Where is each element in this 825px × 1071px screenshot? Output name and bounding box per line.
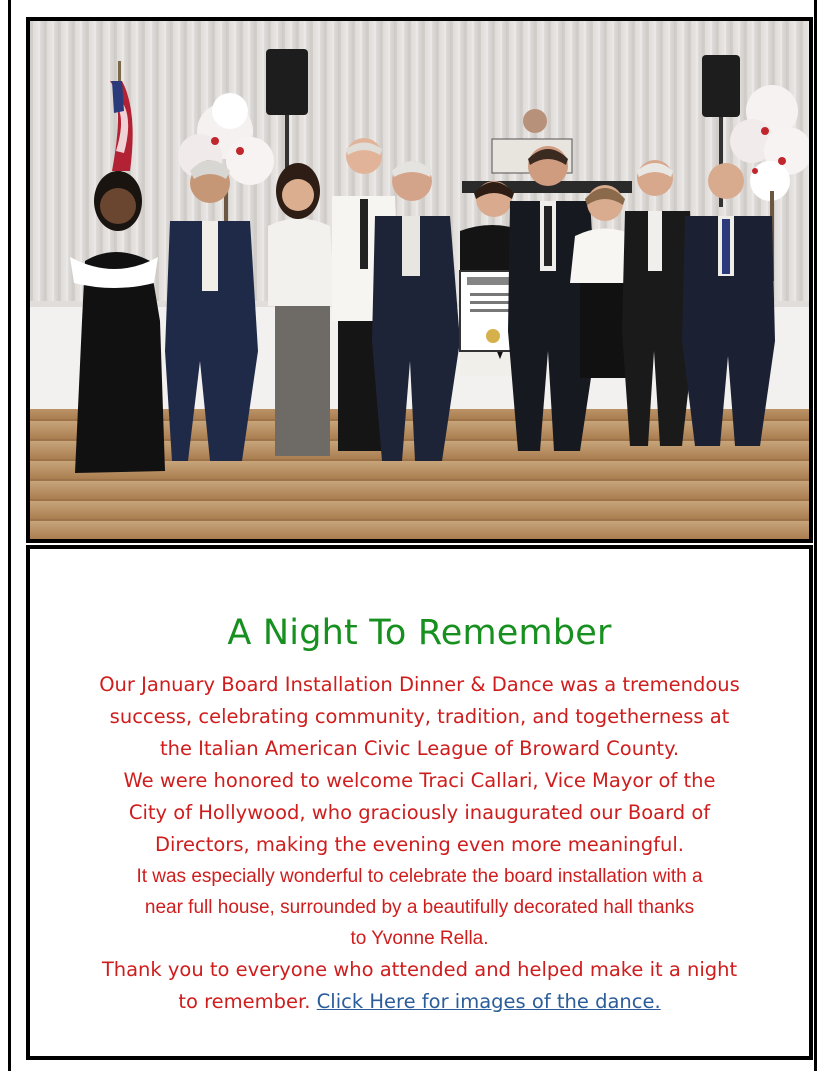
right-border-line <box>814 0 817 1071</box>
article-box <box>26 545 813 1060</box>
left-border-line <box>8 0 11 1071</box>
para-thanks-line-1: Thank you to everyone who attended and helped make it a night <box>101 958 738 981</box>
para-installation-line-2: success, celebrating community, tradition, and togetherness at <box>109 705 730 728</box>
para-thanks-line-2 <box>30 986 809 1018</box>
para-full-house-line-2: near full house, surrounded by a beautifully decorated hall thanks <box>144 897 695 918</box>
article-headline: A Night To Remember <box>227 613 612 653</box>
group-photo-illustration <box>30 21 809 539</box>
event-photo <box>26 17 813 543</box>
article-body <box>30 669 809 1018</box>
speaker-left <box>266 49 308 115</box>
para-thanks-prefix: to remember. <box>178 990 317 1013</box>
speaker-right <box>702 55 740 117</box>
para-full-house-line-3: to Yvonne Rella. <box>350 928 489 949</box>
para-vice-mayor-line-1: We were honored to welcome Traci Callari, Vice Mayor of the <box>123 769 716 792</box>
para-full-house-line-1: It was especially wonderful to celebrate the board installation with a <box>136 866 703 887</box>
dance-images-link[interactable]: Click Here for images of the dance. <box>316 990 661 1013</box>
para-vice-mayor-line-2: City of Hollywood, who graciously inaugurated our Board of <box>128 801 711 824</box>
para-installation-line-1: Our January Board Installation Dinner & Dance was a tremendous <box>99 673 740 696</box>
para-vice-mayor-line-3: Directors, making the evening even more meaningful. <box>154 833 685 856</box>
para-installation-line-3: the Italian American Civic League of Broward County. <box>159 737 680 760</box>
dj-head <box>523 109 547 133</box>
